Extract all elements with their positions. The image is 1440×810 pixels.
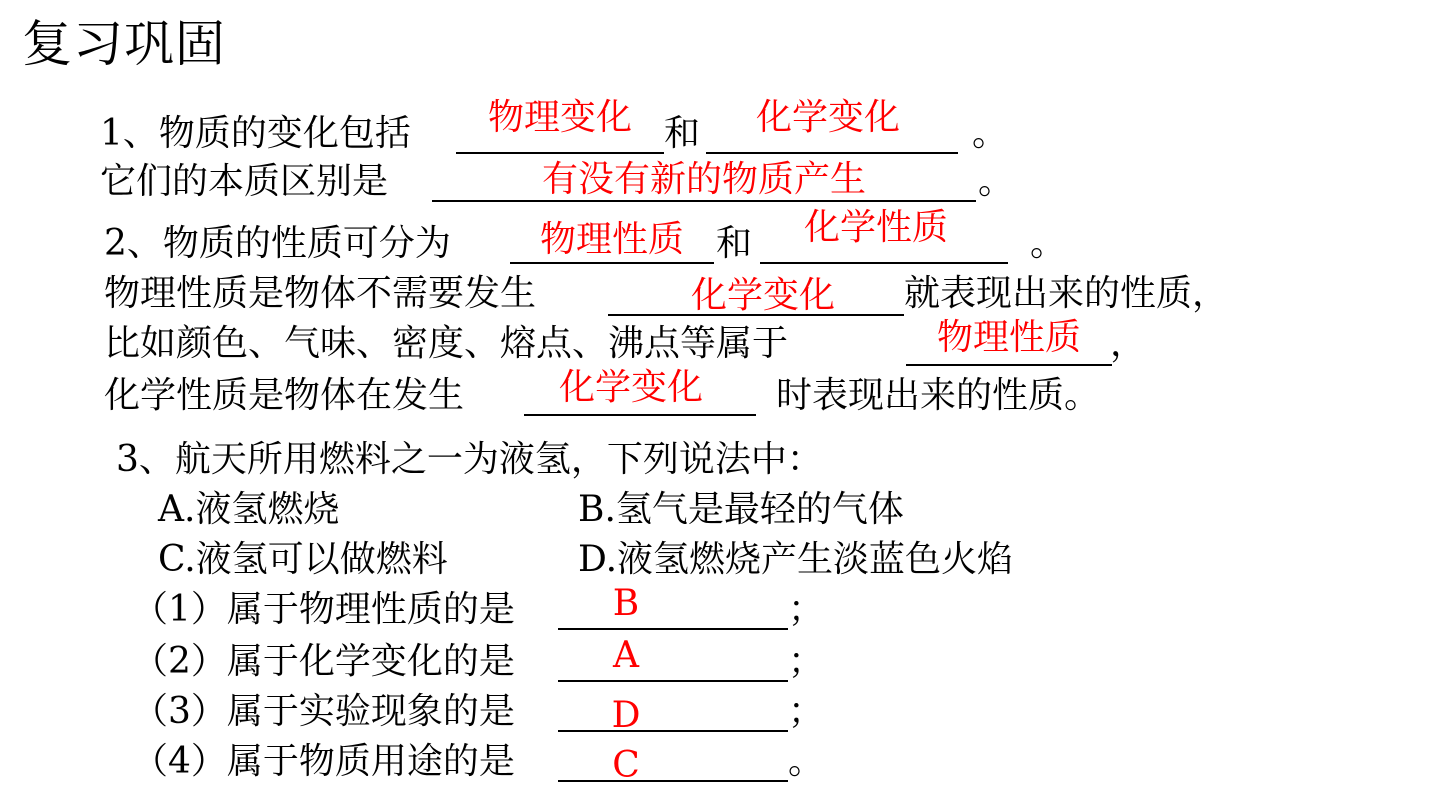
q3-sub3-end: ； [788, 691, 825, 732]
q3-sub2-label: （2）属于化学变化的是 [132, 641, 515, 682]
q3-sub1-end: ； [788, 589, 825, 630]
q1-answer-1: 物理变化 [487, 97, 632, 138]
q1-answer-2: 化学变化 [755, 97, 900, 138]
q2-answer-1: 物理性质 [539, 219, 684, 260]
q2-answer-2: 化学性质 [803, 207, 948, 248]
q3-sub2-end: ； [788, 641, 825, 682]
q2-answer-3: 化学变化 [690, 275, 835, 316]
q2-answer-4: 物理性质 [936, 317, 1081, 358]
q3-option-c: C.液氢可以做燃料 [158, 539, 448, 580]
q2-line4-suffix: 时表现出来的性质。 [776, 375, 1101, 416]
q3-option-a: A.液氢燃烧 [158, 489, 340, 530]
q2-blank-2 [760, 262, 1008, 264]
q2-line4-prefix: 化学性质是物体在发生 [104, 375, 465, 416]
q2-line2-suffix: 就表现出来的性质， [904, 273, 1229, 314]
q1-line1-mid: 和 [664, 113, 701, 154]
page-title: 复习巩固 [22, 15, 226, 73]
q3-blank-1 [558, 628, 788, 630]
q1-blank-2 [706, 152, 958, 154]
q3-option-b: B.氢气是最轻的气体 [578, 489, 904, 530]
q3-answer-3: D [611, 695, 641, 736]
q2-blank-1 [510, 262, 714, 264]
q2-answer-5: 化学变化 [558, 367, 703, 408]
q2-line2-prefix: 物理性质是物体不需要发生 [104, 273, 537, 314]
q3-stem: 3、航天所用燃料之一为液氢，下列说法中： [116, 439, 823, 480]
q2-line3-prefix: 比如颜色、气味、密度、熔点、沸点等属于 [104, 323, 789, 364]
q1-line2-prefix: 它们的本质区别是 [100, 161, 389, 202]
q1-answer-3: 有没有新的物质产生 [541, 159, 866, 200]
q1-line2-end: 。 [978, 161, 1015, 202]
q3-option-d: D.液氢燃烧产生淡蓝色火焰 [578, 539, 1014, 580]
q3-sub4-end: 。 [788, 741, 825, 782]
q2-line1-mid: 和 [716, 223, 753, 264]
q3-answer-2: A [613, 635, 639, 676]
q3-answer-1: B [612, 583, 640, 624]
q1-line1-end: 。 [972, 113, 1009, 154]
q3-sub1-label: （1）属于物理性质的是 [132, 589, 515, 630]
q2-blank-5 [524, 414, 756, 416]
q2-blank-4 [906, 364, 1112, 366]
q3-blank-3 [558, 730, 788, 732]
q2-line3-end: ， [1110, 323, 1147, 364]
q3-sub3-label: （3）属于实验现象的是 [132, 691, 515, 732]
q3-blank-2 [558, 680, 788, 682]
q3-blank-4 [558, 780, 788, 782]
q1-line1-prefix: 1、物质的变化包括 [100, 113, 411, 154]
q2-line1-end: 。 [1030, 223, 1067, 264]
q3-sub4-label: （4）属于物质用途的是 [132, 741, 515, 782]
q2-line1-prefix: 2、物质的性质可分为 [104, 223, 451, 264]
q3-answer-4: C [612, 745, 640, 786]
q1-blank-1 [456, 152, 664, 154]
